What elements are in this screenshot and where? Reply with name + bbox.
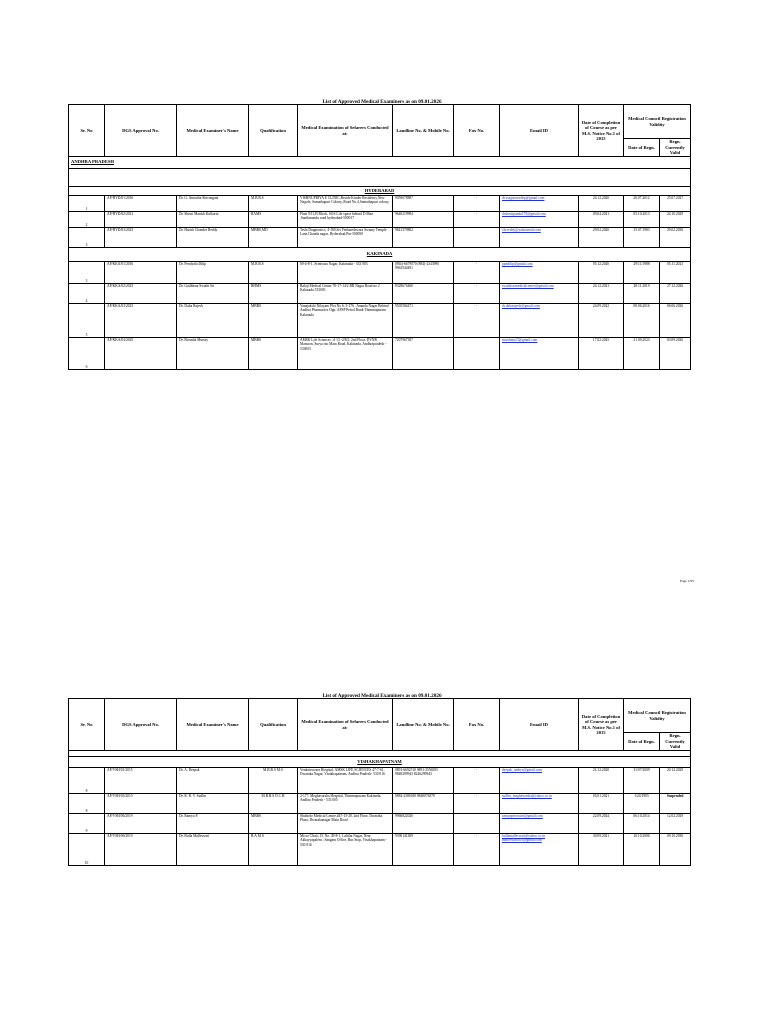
- city-heading-kakinada: KAKINADA: [69, 248, 691, 262]
- email-link[interactable]: ramyaprecision@gmail.com: [500, 814, 579, 834]
- dgs-cell: AP/VSH/01/2015: [105, 768, 177, 794]
- completion-cell: 22.09.2024: [579, 814, 624, 834]
- fax-cell: [454, 814, 500, 834]
- spacer-cell: [660, 96, 691, 105]
- header-dgs-approval: DGS Approval No.: [105, 105, 177, 157]
- qual-cell: BHMS: [249, 284, 298, 304]
- phone-cell: 9505584471: [393, 304, 454, 338]
- table-row: [69, 228, 691, 248]
- completion-cell: 29.02.2020: [579, 228, 624, 248]
- header-council: Medical Council Registration Validity: [624, 699, 691, 733]
- place-cell: Flate 9/11,B Block, SGS Life space behind D Mart ,Sanikmandu road hyderabad-500017: [298, 212, 393, 228]
- regn-date-cell: 16.10.2006: [624, 834, 660, 866]
- name-cell: Dr. Ramya P.: [177, 814, 249, 834]
- dgs-cell: AP/KKA/03/2023: [105, 304, 177, 338]
- header-sr-no: Sr. No: [69, 105, 105, 157]
- qual-cell: MBBS: [249, 338, 298, 370]
- sr-no-cell: 3: [69, 262, 105, 284]
- email-link[interactable]: sudhir_meghavarsha@yahoo.co.in: [500, 794, 579, 814]
- regn-date-cell: 08.06.2016: [624, 304, 660, 338]
- completion-cell: 24.12.2021: [579, 284, 624, 304]
- regn-valid-cell: 06.06.2026: [660, 304, 691, 338]
- name-cell: Dr. G. Amrutha Shivangani: [177, 196, 249, 212]
- qual-cell: MBBS: [249, 814, 298, 834]
- place-cell: Micro Clinic, D. No. 49-8-1, Lalitha Nagar, Near Akkayyapalem , Sangam Office, Bus Stop, Visakhapatnam - 530 016: [298, 834, 393, 866]
- name-cell: Dr. Harish Chander Reddy: [177, 228, 249, 248]
- spacer-cell: [69, 96, 105, 105]
- regn-valid-cell: 05.11.2023: [660, 262, 691, 284]
- header-regn-date: Date of Regn.: [624, 139, 660, 157]
- table-row: [69, 834, 691, 866]
- fax-cell: -: [454, 212, 500, 228]
- regn-date-cell: 21.09.2023: [624, 338, 660, 370]
- header-completion: Date of Completion of Course as per M.S. Notice No.1 of 2015: [579, 105, 624, 157]
- regn-date-cell: 28.11.2019: [624, 284, 660, 304]
- fax-cell: -: [454, 834, 500, 866]
- place-cell: 69-4-8-1, Srinivasa Nagar, Kakinada - 533 003: [298, 262, 393, 284]
- sr-no-cell: 8: [69, 768, 105, 794]
- regn-valid-cell: 29.02.2030: [660, 228, 691, 248]
- fax-cell: -: [454, 284, 500, 304]
- regn-valid-cell: 09.10.2030: [660, 834, 691, 866]
- sr-no-cell: 10: [69, 834, 105, 866]
- header-dgs-approval: DGS Approval No.: [105, 699, 177, 751]
- page-number: Page 1/95: [680, 579, 694, 583]
- completion-cell: 05.12.2020: [579, 262, 624, 284]
- phone-cell: 9640219984: [393, 212, 454, 228]
- place-cell: AMSK Life Sciences , # 13 -2/8/2, 2nd Floor, DVNR Mansion, Surya rao Main Road, Kakinada, Andhrapradesh - 533003: [298, 338, 393, 370]
- name-cell: Dr. R. R. V. Sudhir: [177, 794, 249, 814]
- name-cell: Dr. Pendyala Dilip: [177, 262, 249, 284]
- sr-no-cell: 9: [69, 814, 105, 834]
- fax-cell: -: [454, 196, 500, 212]
- place-cell: 2-177, Meghavarsha Hospital, Thimmapuram Kakinada, Andhra Pradesh - 533 005: [298, 794, 393, 814]
- header-phone: Landline No. & Mobile No.: [393, 105, 454, 157]
- examiners-table-page-2: [68, 690, 691, 866]
- state-heading: ANDHRA PRADESH: [69, 157, 249, 169]
- fax-cell: -: [454, 304, 500, 338]
- regn-valid-cell: 25.07.2027: [660, 196, 691, 212]
- fax-cell: [454, 338, 500, 370]
- header-phone: Landline No. & Mobile No.: [393, 699, 454, 751]
- phone-cell: 9390141309: [393, 834, 454, 866]
- header-completion: Date of Completion of Course as per M.S. Notice No.1 of 2015: [579, 699, 624, 751]
- sr-no-cell: 2: [69, 212, 105, 228]
- completion-cell: 21.12.2020: [579, 768, 624, 794]
- regn-valid-cell: 24.10.2029: [660, 212, 691, 228]
- sr-no-cell: 1: [69, 196, 105, 212]
- blank-row: [69, 169, 691, 187]
- fax-cell: -: [454, 768, 500, 794]
- city-heading-vishakhapatnam: VISHAKHAPATNAM: [69, 757, 691, 768]
- table-row: [69, 284, 691, 304]
- dgs-cell: AP/HYD/02/2021: [105, 212, 177, 228]
- dgs-cell: AP/VSH/03/2015: [105, 794, 177, 814]
- header-fax: Fax No.: [454, 699, 500, 751]
- header-qualification: Qualification: [249, 105, 298, 157]
- table-row: [69, 794, 691, 814]
- phone-cell: 9966822026: [393, 814, 454, 834]
- spacer-cell: [69, 690, 105, 699]
- fax-cell: -: [454, 262, 500, 284]
- place-cell: Shubodo Medical Centre,#47-15-20, 2nd Floor, Dwaraka Plaza, Dwarakanagar Main Road: [298, 814, 393, 834]
- email-link[interactable]: swathisrimedicalcenter@gmail.com: [500, 284, 579, 304]
- header-qualification: Qualification: [249, 699, 298, 751]
- phone-cell: 8328674460: [393, 284, 454, 304]
- email-link[interactable]: chcreddy@yahoomail.com: [500, 228, 579, 248]
- regn-date-cell: 05.10.2013: [624, 212, 660, 228]
- header-examiner-name: Medical Examiner's Name: [177, 699, 249, 751]
- dgs-cell: AP/KKA/02/2023: [105, 284, 177, 304]
- completion-cell: 09.04.2021: [579, 212, 624, 228]
- document-title: List of Approved Medical Examiners as on 09.01.2026: [322, 98, 442, 105]
- qual-cell: MBBS,MD: [249, 228, 298, 248]
- dgs-cell: AP/KKA/01/2016: [105, 262, 177, 284]
- qual-cell: B.A.M.S: [249, 834, 298, 866]
- fax-cell: -: [454, 794, 500, 814]
- dgs-cell: AP/VSH/06/2019: [105, 814, 177, 834]
- phone-cell: 9059078887: [393, 196, 454, 212]
- name-cell: Dr. Shruti Manish Kulkarni: [177, 212, 249, 228]
- place-cell: VISHNUPRIYA E CLINIC,Beside Kinder Residency,New Nagole, Samathapuri Colony,,Road No.4,Samathapuri colony,: [298, 196, 393, 212]
- spacer-cell: [660, 690, 691, 699]
- regn-valid-cell: 20.12.2029: [660, 768, 691, 794]
- completion-cell: 17.02.2025: [579, 338, 624, 370]
- email-link[interactable]: bullamalleswari@yahoo.co.in malleswari301@gmail.com: [500, 834, 579, 866]
- regn-date-cell: 31/07/2009: [624, 768, 660, 794]
- completion-cell: 24.09.2022: [579, 304, 624, 338]
- regn-valid-cell: 27.12.2026: [660, 284, 691, 304]
- sr-no-cell: 3: [69, 228, 105, 248]
- table-row: [69, 814, 691, 834]
- dgs-cell: AP/VSH/06/2019: [105, 834, 177, 866]
- qual-cell: BAMS: [249, 212, 298, 228]
- header-regn-valid: Regn. Currently Valid: [660, 733, 691, 751]
- dgs-cell: AP/HYD/01/2016: [105, 196, 177, 212]
- dgs-cell: AP/HYD/03/2023: [105, 228, 177, 248]
- name-cell: Dr. Borusha Murray: [177, 338, 249, 370]
- page-1: [68, 96, 690, 370]
- table-row: [69, 212, 691, 228]
- dgs-cell: AP/KKA/04/2025: [105, 338, 177, 370]
- city-heading-hyderabad: HYDERABAD: [69, 187, 691, 196]
- phone-cell: 0884-2386180 9848074879: [393, 794, 454, 814]
- header-examination-place: Medical Examination of Sefarers Conducted at:: [298, 105, 393, 157]
- regn-valid-cell: Suspended: [660, 794, 691, 814]
- header-examiner-name: Medical Examiner's Name: [177, 105, 249, 157]
- regn-date-cell: 1/24/1905: [624, 794, 660, 814]
- regn-valid-cell: 12.02.2029: [660, 814, 691, 834]
- table-row: [69, 262, 691, 284]
- completion-cell: 24.12.2020: [579, 196, 624, 212]
- page-2: [68, 690, 690, 866]
- phone-cell: 0891-6692510 0891-2556583 9848299943 8246299943: [393, 768, 454, 794]
- examiners-table-page-1: [68, 96, 691, 370]
- header-email: Email ID: [500, 699, 579, 751]
- table-row: [69, 338, 691, 370]
- header-email: Email ID: [500, 105, 579, 157]
- place-cell: Balaji Medical Center 70-17-14/2 RR Nagar Road no 2 Kakinada 533003: [298, 284, 393, 304]
- qual-cell: M.B.B.S M.S: [249, 768, 298, 794]
- qual-cell: M.B.B.S: [249, 262, 298, 284]
- name-cell: Dr. Gudibena Swathi Sri: [177, 284, 249, 304]
- header-regn-valid: Regn. Currently Valid: [660, 139, 691, 157]
- qual-cell: M.B.B.S D.C.H: [249, 794, 298, 814]
- header-sr-no: Sr. No: [69, 699, 105, 751]
- fax-cell: [454, 228, 500, 248]
- place-cell: Vanajakshi Nilayam Plot No 6, 5-176 , Ananda Nagar Behind Andhra Pharmacies Opp. APSP Petrol Bunk Thimmapuram Kakinada: [298, 304, 393, 338]
- sr-no-cell: 4: [69, 284, 105, 304]
- phone-cell: 9841379802: [393, 228, 454, 248]
- email-link[interactable]: deepak_ambys@gmail.com: [500, 768, 579, 794]
- email-link[interactable]: drshrutipanda170@gmail.com: [500, 212, 579, 228]
- completion-cell: 05.01.2021: [579, 794, 624, 814]
- regn-date-cell: 06.10.2014: [624, 814, 660, 834]
- email-link[interactable]: murrbam23@gmail.com: [500, 338, 579, 370]
- sr-no-cell: 8: [69, 794, 105, 814]
- header-council: Medical Council Registration Validity: [624, 105, 691, 139]
- regn-date-cell: 15.07.1983: [624, 228, 660, 248]
- name-cell: Dr. Bulla Malleswari: [177, 834, 249, 866]
- sr-no-cell: 6: [69, 338, 105, 370]
- table-row: [69, 304, 691, 338]
- header-fax: Fax No.: [454, 105, 500, 157]
- header-regn-date: Date of Regn.: [624, 733, 660, 751]
- sr-no-cell: 5: [69, 304, 105, 338]
- email-link[interactable]: ppndilip@gmail.com: [500, 262, 579, 284]
- regn-valid-cell: 03.09.2026: [660, 338, 691, 370]
- qual-cell: MBBS: [249, 304, 298, 338]
- phone-cell: 7207967307: [393, 338, 454, 370]
- qual-cell: M.B.B.S: [249, 196, 298, 212]
- document-title: List of Approved Medical Examiners as on 09.01.2026: [322, 692, 442, 699]
- email-link[interactable]: dr.ssaguruvirdep@gmail.com: [500, 196, 579, 212]
- regn-date-cell: 26.07.2012: [624, 196, 660, 212]
- regn-date-cell: 29/11/1988: [624, 262, 660, 284]
- place-cell: Tesla Diagnostics, 4-169,Sri Venkateshwara Swamy Temple Lane,Chanda nagar, Hyderabad,Pin-500050: [298, 228, 393, 248]
- state-spacer: [249, 157, 691, 169]
- name-cell: Dr. Duba Rajesh: [177, 304, 249, 338]
- name-cell: Dr. A. Deepak: [177, 768, 249, 794]
- email-link[interactable]: dr.dubarajesh@gmail.com: [500, 304, 579, 338]
- table-row: [69, 196, 691, 212]
- phone-cell: (884)-6679070 (884)-2343990 9963544491: [393, 262, 454, 284]
- place-cell: Venkateswara Hospital, AMSK LIFE SCIENCES 47-7-61, Dwaraka Nagar, Visakhapatnam, Andhra Pradesh- 530 016: [298, 768, 393, 794]
- completion-cell: 30.09.2021: [579, 834, 624, 866]
- header-examination-place: Medical Examination of Sefarers Conducted at:: [298, 699, 393, 751]
- table-row: [69, 768, 691, 794]
